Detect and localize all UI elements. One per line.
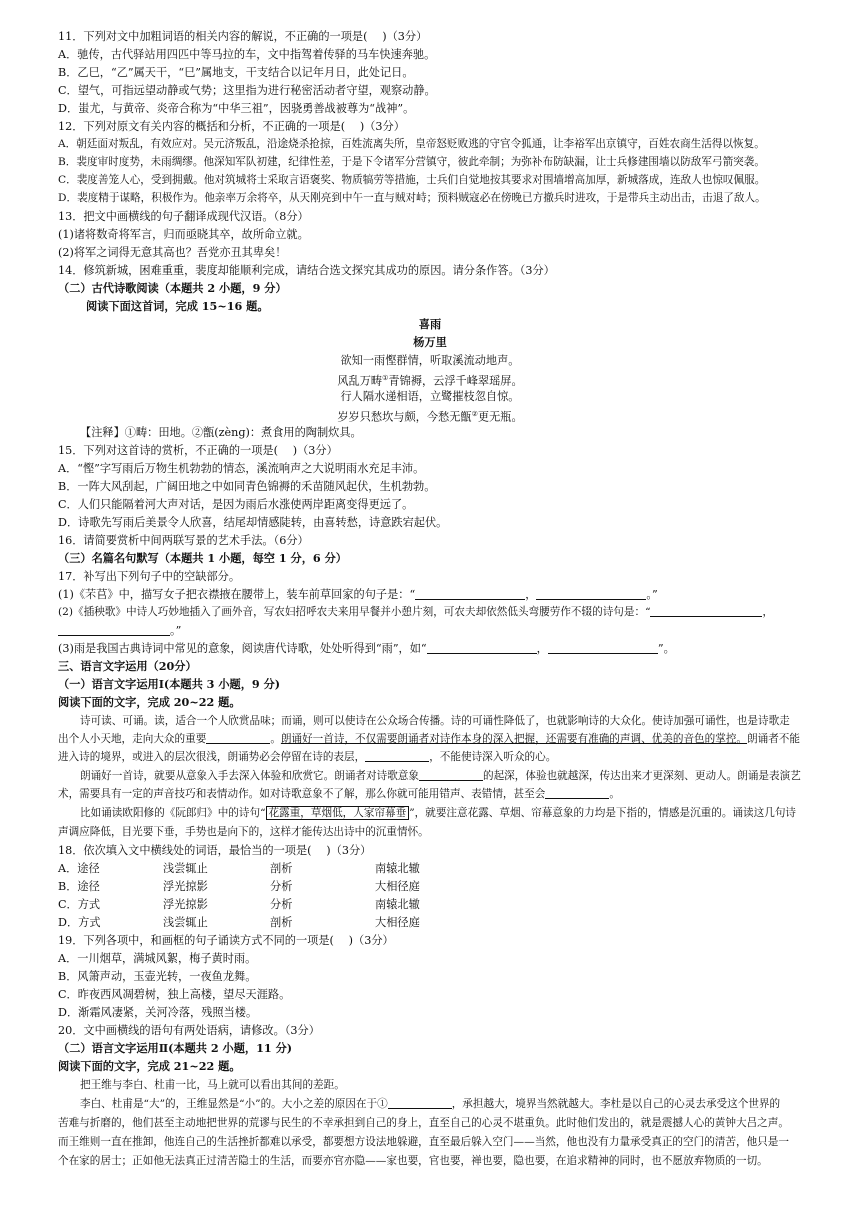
- q18-option-cell: A．途径: [58, 862, 100, 875]
- q17-part-3-text: (3)雨是我国古典诗词中常见的意象，阅读唐代诗歌，处处听得到“雨”，如“: [58, 642, 427, 655]
- subsection-language-2-lead: 阅读下面的文字，完成 21~22 题。: [58, 1059, 241, 1073]
- q17-part-1-text: (1)《芣苢》中，描写女子把衣襟掖在腰带上，装车前草回家的句子是：“: [58, 588, 416, 601]
- poem-author: 杨万里: [413, 335, 447, 349]
- q18-stem: 18．依次填入文中横线处的词语，最恰当的一项是( )（3分）: [58, 844, 372, 857]
- q19-option-a: A．一川烟草，满城风絮，梅子黄时雨。: [58, 952, 257, 965]
- passage1-line-2: [58, 731, 800, 748]
- q18-option-cell: 分析: [270, 898, 293, 911]
- passage1-line-5-text: 术，需要具有一定的声音技巧和表情动作。如对诗歌意象不了解，那么你就可能用错声、表错情，甚至会: [58, 788, 546, 800]
- answer-blank[interactable]: [650, 604, 762, 617]
- q18-option-cell: 大相径庭: [375, 880, 420, 893]
- q17-part-3: [58, 640, 675, 657]
- answer-blank[interactable]: [419, 768, 483, 781]
- q11-option-d: D．蚩尤，与黄帝、炎帝合称为“中华三祖”，因骁勇善战被尊为“战神”。: [58, 102, 415, 115]
- answer-blank[interactable]: [536, 587, 646, 600]
- passage1-line-2-punct: 。: [270, 733, 281, 745]
- poem-line-2-part-b: 青锦褥，云浮千峰翠瑶屏。: [388, 374, 523, 388]
- passage1-line-5-punct: 。: [609, 788, 620, 800]
- poem-line-3: 行人隔水递相语，立鹭摧枝忽自惊。: [340, 390, 520, 403]
- q17-part-2: [58, 604, 773, 621]
- poem-annotation: 【注释】①畴：田地。②甑(zènɡ)：煮食用的陶制炊具。: [80, 426, 362, 439]
- passage1-line-4: [80, 768, 801, 785]
- subsection-language-1-title: （一）语言文字运用Ⅰ(本题共 3 小题，9 分): [58, 677, 281, 691]
- passage1-line-1: 诗可读、可诵。读，适合一个人欣赏品味；而诵，则可以使诗在公众场合传播。诗的可诵性降低了，也就影响诗的大众化。使诗加强可诵性，也是诗歌走: [80, 715, 790, 727]
- q17-stem: 17．补写出下列句子中的空缺部分。: [58, 570, 241, 583]
- q12-stem: 12．下列对原文有关内容的概括和分析，不正确的一项是( )（3分）: [58, 120, 405, 133]
- passage1-line-4-tail: 的起深，体验也就越深，传达出来才更深刻、更动人。朗诵是表演艺: [483, 770, 801, 782]
- answer-blank[interactable]: [415, 587, 525, 600]
- q18-option-cell: 大相径庭: [375, 916, 420, 929]
- poem-line-2-part-a: 风乱万畴: [337, 374, 383, 388]
- passage2-line-2: [80, 1096, 780, 1113]
- answer-blank[interactable]: [365, 749, 429, 762]
- q18-option-cell: 浅尝辄止: [163, 862, 208, 875]
- q13-stem: 13．把文中画横线的句子翻译成现代汉语。（8分）: [58, 210, 309, 223]
- q15-option-b: B．一阵大风刮起，广阔田地之中如同青色锦褥的禾苗随风起伏，生机勃勃。: [58, 480, 436, 493]
- q11-option-a: A．驰传，古代驿站用四匹中等马拉的车，文中指驾着传驿的马车快速奔驰。: [58, 48, 436, 61]
- poem-note-marker-2: ②: [471, 410, 478, 418]
- poem-line-4: [330, 406, 530, 426]
- answer-blank[interactable]: [58, 623, 170, 636]
- q13-sentence-1: (1)诸将数奇将军言，归而亟晓其卒，故所命立就。: [58, 228, 309, 241]
- q18-option-cell: C．方式: [58, 898, 101, 911]
- answer-blank[interactable]: [388, 1096, 452, 1109]
- q12-option-d: D．裴度精于谋略，积极作为。他亲率万余将卒，从天刚亮到中午一直与贼对峙；预料贼寇必在傍晚已方撤兵时进攻，于是带兵主动出击，击退了敌人。: [58, 192, 766, 204]
- q17-part-1-sep: ，: [525, 588, 537, 601]
- q17-part-2-end: 。”: [170, 624, 182, 637]
- q18-option-cell: 浅尝辄止: [163, 916, 208, 929]
- passage1-line-4-text: 朗诵好一首诗，就要从意象入手去深入体验和欣赏它。朗诵者对诗歌意象: [80, 770, 419, 782]
- q12-option-a: A．朝廷面对叛乱，有效应对。吴元济叛乱，沿途烧杀抢掠，百姓流离失所，皇帝怒贬败逃的守官令狐通，让李裕军出京镇守，百姓农商生活得以恢复。: [58, 138, 765, 150]
- q14-stem: 14．修筑新城，困难重重，裴度却能顺利完成，请结合选文探究其成功的原因。请分条作答。（3分）: [58, 264, 555, 277]
- answer-blank[interactable]: [206, 731, 270, 744]
- q17-part-2-text: (2)《插秧歌》中诗人巧妙地插入了画外音，写农妇招呼农夫来用早餐并小憩片刻，可农夫却依然低头弯腰劳作不辍的诗句是：“: [58, 606, 651, 618]
- passage1-line-2-tail: 朗诵者不能: [747, 733, 800, 745]
- passage1-line-7: 声调应降低，目光要下垂，手势也是向下的，这样才能传达出诗中的沉重情怀。: [58, 826, 429, 838]
- q18-option-cell: 浮光掠影: [163, 880, 208, 893]
- poem-title: 喜雨: [418, 317, 442, 331]
- answer-blank[interactable]: [548, 641, 658, 654]
- q19-stem: 19．下列各项中，和画框的句子诵读方式不同的一项是( )（3分）: [58, 934, 394, 947]
- q18-option-cell: 南辕北辙: [375, 862, 420, 875]
- subsection-language-2-title: （二）语言文字运用Ⅱ(本题共 2 小题，11 分): [58, 1041, 293, 1055]
- q17-part-3-sep: ，: [536, 642, 548, 655]
- passage2-line-1: 把王维与李白、杜甫一比，马上就可以看出其间的差距。: [80, 1079, 345, 1091]
- q18-option-cell: 剖析: [270, 862, 293, 875]
- answer-blank[interactable]: [545, 786, 609, 799]
- passage1-line-3-tail: ，不能使诗深入听众的心。: [429, 751, 557, 763]
- passage2-line-4: 而王维则一直在推卸，他连自己的生活挫折都难以承受，都要想方设法地躲避，直至最后躲入空门——当然，他也没有力量承受真正的空门的清苦，他只是一: [58, 1136, 789, 1148]
- passage2-line-2-text: 李白、杜甫是“大”的，王维显然是“小”的。大小之差的原因在于①: [80, 1098, 388, 1110]
- q15-option-c: C．人们只能隔着河大声对话，是因为雨后水涨使两岸距离变得更远了。: [58, 498, 414, 511]
- boxed-sentence: 花露重，草烟低，人家帘幕垂: [266, 806, 410, 820]
- q18-option-cell: B．途径: [58, 880, 100, 893]
- passage1-line-6-tail: ”，就要注意花露、草烟、帘幕意象的力均是下指的，情感是沉重的。诵读这几句诗: [409, 807, 797, 819]
- passage2-line-3: 苦难与折磨的，他们甚至主动地把世界的荒谬与民生的不幸承担到自己的身上，直至自己的心灵不堪重负。此时他们发出的，就是震撼人心的黄钟大吕之声。: [58, 1117, 789, 1129]
- q17-part-2-sep: ，: [762, 606, 774, 618]
- q18-option-cell: 剖析: [270, 916, 293, 929]
- section-dictation-title: （三）名篇名句默写（本题共 1 小题，每空 1 分，6 分）: [58, 551, 347, 565]
- passage1-line-3-text: 进入诗的境界，或进入的层次很浅，朗诵势必会停留在诗的表层，: [58, 751, 366, 763]
- subsection-language-1-lead: 阅读下面的文字，完成 20~22 题。: [58, 695, 241, 709]
- q12-option-c: C．裴度善笼人心，受到拥戴。他对筑城将士采取言语褒奖、物质犒劳等措施，士兵们自觉地按其要求对围墙增高加厚，新城落成，连敌人也惊叹佩服。: [58, 174, 766, 186]
- poem-note-marker-1: ①: [382, 374, 389, 382]
- q19-option-b: B．风箫声动，玉壶光转，一夜鱼龙舞。: [58, 970, 257, 983]
- q17-part-1: [58, 586, 658, 603]
- q18-option-cell: 分析: [270, 880, 293, 893]
- q13-sentence-2: (2)将军之词得无意其高也？吾党亦丑其卑矣！: [58, 246, 287, 259]
- q20-stem: 20．文中画横线的语句有两处语病，请修改。（3分）: [58, 1024, 320, 1037]
- q15-stem: 15．下列对这首诗的赏析，不正确的一项是( )（3分）: [58, 444, 338, 457]
- q11-option-c: C．望气，可指远望动静或气势；这里指为进行秘密活动者守望，观察动静。: [58, 84, 436, 97]
- q15-option-a: A．“慳”字写雨后万物生机勃勃的情态，溪流响声之大说明雨水充足丰沛。: [58, 462, 425, 475]
- poem-line-4-part-b: 更无瓶。: [477, 410, 523, 424]
- section-ancient-poetry-lead: 阅读下面这首词，完成 15~16 题。: [86, 299, 269, 313]
- poem-line-1: 欲知一雨慳群情，听取溪流动地声。: [340, 354, 520, 367]
- poem-line-4-part-a: 岁岁只愁坎与颇，今愁无甑: [337, 410, 472, 424]
- q19-option-d: D．渐霜风凄紧，关河冷落，残照当楼。: [58, 1006, 258, 1019]
- section-ancient-poetry-title: （二）古代诗歌阅读（本题共 2 小题，9 分）: [58, 281, 287, 295]
- q18-option-cell: 浮光掠影: [163, 898, 208, 911]
- passage1-line-2-text: 出个人小天地，走向大众的重要: [58, 733, 207, 745]
- passage1-line-6-text: 比如诵读欧阳修的《阮郎归》中的诗句“: [80, 807, 266, 819]
- q19-option-c: C．昨夜西风凋碧树，独上高楼，望尽天涯路。: [58, 988, 291, 1001]
- passage1-line-5: [58, 786, 620, 803]
- passage2-line-2-tail: ，承担越大，境界当然就越大。李杜是以自己的心灵去承受这个世界的: [451, 1098, 781, 1110]
- poem-line-2: [330, 370, 530, 390]
- answer-blank[interactable]: [427, 641, 537, 654]
- q17-part-2-cont: [58, 622, 181, 639]
- q15-option-d: D．诗歌先写雨后美景令人欣喜，结尾却情感陡转，由喜转愁，诗意跌宕起伏。: [58, 516, 448, 529]
- q11-stem: 11．下列对文中加粗词语的相关内容的解说，不正确的一项是( )（3分）: [58, 30, 428, 43]
- q18-option-cell: 南辕北辙: [375, 898, 420, 911]
- passage1-line-3: [58, 749, 556, 766]
- passage2-line-5: 个在家的居士；正如他无法真正过清苦隐士的生活，而要亦官亦隐——家也要，官也要，禅也要，隐也要，在追求精神的同时，也不愿放弃物质的一切。: [58, 1155, 768, 1167]
- part-language-use-title: 三、语言文字运用（20分）: [58, 659, 197, 673]
- passage1-line-6: [80, 805, 796, 822]
- q17-part-3-end: ”。: [657, 642, 675, 655]
- q12-option-b: B．裴度审时度势，未雨绸缪。他深知军队初建，纪律性差，于是下令诸军分营镇守，彼此牵制；为弥补布防缺漏，让士兵修建围墙以防敌军弓箭突袭。: [58, 156, 765, 168]
- q17-part-1-end: 。”: [646, 588, 658, 601]
- q11-option-b: B．乙巳，“乙”属天干，“巳”属地支，干支结合以记年月日，此处记日。: [58, 66, 414, 79]
- q18-option-cell: D．方式: [58, 916, 101, 929]
- q16-stem: 16．请简要赏析中间两联写景的艺术手法。（6分）: [58, 534, 309, 547]
- passage1-underlined-sentence: 朗诵好一首诗，不仅需要朗诵者对诗作本身的深入把握，还需要有准确的声调、优美的音色的掌控。: [280, 733, 748, 745]
